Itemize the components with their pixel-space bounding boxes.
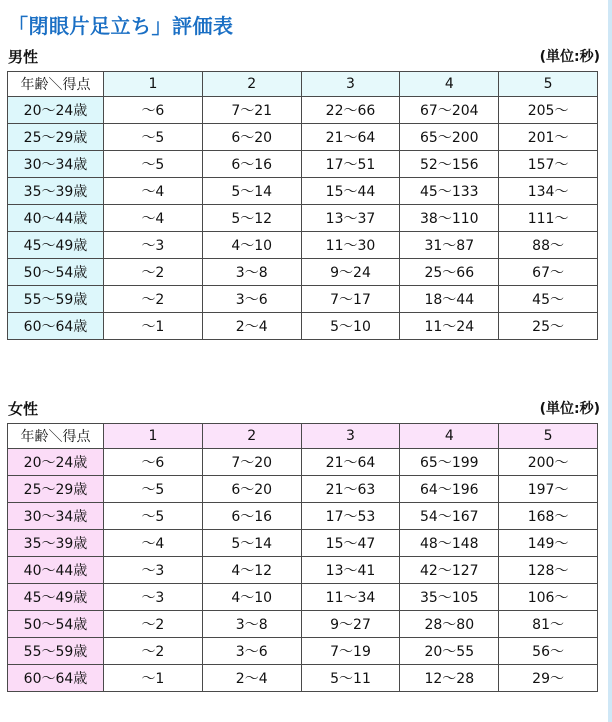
table-row [8, 151, 598, 178]
score-range-cell: 29～ [499, 665, 598, 692]
score-range-cell: ～3 [104, 557, 203, 584]
age-group-cell: 20～24歳 [8, 97, 104, 124]
score-range-cell: 21～64 [301, 449, 400, 476]
score-range-cell: 3～8 [202, 611, 301, 638]
score-range-cell: 5～11 [301, 665, 400, 692]
score-range-cell: 56～ [499, 638, 598, 665]
table-row [8, 665, 598, 692]
score-range-cell: 4～12 [202, 557, 301, 584]
table-row [8, 178, 598, 205]
age-group-cell: 35～39歳 [8, 530, 104, 557]
score-column-header: 2 [202, 72, 301, 97]
score-column-header: 1 [104, 72, 203, 97]
score-range-cell: 15～44 [301, 178, 400, 205]
score-range-cell: 13～41 [301, 557, 400, 584]
age-group-cell: 55～59歳 [8, 286, 104, 313]
page-right-edge [608, 0, 612, 722]
score-range-cell: 106～ [499, 584, 598, 611]
age-group-cell: 40～44歳 [8, 205, 104, 232]
score-range-cell: ～6 [104, 449, 203, 476]
female-section-label: 女性 [8, 399, 39, 418]
score-range-cell: 6～20 [202, 476, 301, 503]
score-range-cell: 7～21 [202, 97, 301, 124]
table-row [8, 449, 598, 476]
age-group-cell: 35～39歳 [8, 178, 104, 205]
score-range-cell: 20～55 [400, 638, 499, 665]
score-range-cell: ～2 [104, 286, 203, 313]
score-range-cell: 48～148 [400, 530, 499, 557]
score-range-cell: 31～87 [400, 232, 499, 259]
score-range-cell: 3～8 [202, 259, 301, 286]
score-column-header: 4 [400, 424, 499, 449]
score-range-cell: ～4 [104, 178, 203, 205]
score-range-cell: ～5 [104, 476, 203, 503]
table-row [8, 557, 598, 584]
score-range-cell: 4～10 [202, 232, 301, 259]
score-range-cell: ～5 [104, 503, 203, 530]
score-range-cell: 5～14 [202, 530, 301, 557]
score-range-cell: 201～ [499, 124, 598, 151]
female-section-header [8, 397, 600, 419]
score-range-cell: 21～64 [301, 124, 400, 151]
table-row [8, 205, 598, 232]
score-range-cell: ～1 [104, 313, 203, 340]
age-group-cell: 20～24歳 [8, 449, 104, 476]
score-range-cell: ～6 [104, 97, 203, 124]
score-range-cell: 4～10 [202, 584, 301, 611]
score-range-cell: 200～ [499, 449, 598, 476]
age-group-cell: 45～49歳 [8, 584, 104, 611]
score-range-cell: 13～37 [301, 205, 400, 232]
score-range-cell: 54～167 [400, 503, 499, 530]
score-range-cell: 2～4 [202, 313, 301, 340]
score-range-cell: 38～110 [400, 205, 499, 232]
score-column-header: 3 [301, 424, 400, 449]
score-range-cell: 5～10 [301, 313, 400, 340]
table-row [8, 232, 598, 259]
age-group-cell: 45～49歳 [8, 232, 104, 259]
score-range-cell: 88～ [499, 232, 598, 259]
table-row [8, 313, 598, 340]
score-range-cell: ～5 [104, 124, 203, 151]
table-row [8, 286, 598, 313]
age-group-cell: 40～44歳 [8, 557, 104, 584]
score-range-cell: 81～ [499, 611, 598, 638]
score-column-header: 1 [104, 424, 203, 449]
score-range-cell: 6～16 [202, 503, 301, 530]
male-score-table [7, 71, 598, 340]
age-group-cell: 25～29歳 [8, 476, 104, 503]
score-range-cell: 9～24 [301, 259, 400, 286]
score-range-cell: 45～133 [400, 178, 499, 205]
table-row [8, 530, 598, 557]
table-row [8, 124, 598, 151]
score-range-cell: 197～ [499, 476, 598, 503]
female-score-table [7, 423, 598, 692]
score-range-cell: ～4 [104, 205, 203, 232]
age-group-cell: 25～29歳 [8, 124, 104, 151]
score-range-cell: 25～66 [400, 259, 499, 286]
score-range-cell: 134～ [499, 178, 598, 205]
score-range-cell: ～2 [104, 638, 203, 665]
score-range-cell: ～3 [104, 232, 203, 259]
table-row [8, 584, 598, 611]
score-column-header: 5 [499, 424, 598, 449]
table-row [8, 611, 598, 638]
score-column-header: 4 [400, 72, 499, 97]
score-range-cell: 11～30 [301, 232, 400, 259]
score-range-cell: ～4 [104, 530, 203, 557]
male-section-label: 男性 [8, 47, 39, 66]
score-range-cell: 11～24 [400, 313, 499, 340]
male-section-header [8, 45, 600, 67]
age-group-cell: 60～64歳 [8, 665, 104, 692]
score-range-cell: 17～53 [301, 503, 400, 530]
score-range-cell: 6～16 [202, 151, 301, 178]
female-unit-label: (単位:秒) [539, 401, 600, 417]
header-row [8, 72, 598, 97]
score-range-cell: 21～63 [301, 476, 400, 503]
score-column-header: 2 [202, 424, 301, 449]
age-group-cell: 50～54歳 [8, 259, 104, 286]
score-range-cell: 5～14 [202, 178, 301, 205]
score-range-cell: ～2 [104, 611, 203, 638]
table-row [8, 503, 598, 530]
score-range-cell: 168～ [499, 503, 598, 530]
header-row [8, 424, 598, 449]
score-range-cell: 6～20 [202, 124, 301, 151]
score-column-header: 5 [499, 72, 598, 97]
score-range-cell: 3～6 [202, 286, 301, 313]
table-row [8, 638, 598, 665]
score-range-cell: 28～80 [400, 611, 499, 638]
score-range-cell: 11～34 [301, 584, 400, 611]
score-range-cell: 7～17 [301, 286, 400, 313]
score-column-header: 3 [301, 72, 400, 97]
table-row [8, 97, 598, 124]
score-range-cell: 149～ [499, 530, 598, 557]
score-range-cell: 157～ [499, 151, 598, 178]
score-range-cell: 18～44 [400, 286, 499, 313]
score-range-cell: 128～ [499, 557, 598, 584]
score-range-cell: 9～27 [301, 611, 400, 638]
page-title: 「閉眼片足立ち」評価表 [8, 14, 234, 38]
score-range-cell: 67～ [499, 259, 598, 286]
score-range-cell: 25～ [499, 313, 598, 340]
score-range-cell: 65～199 [400, 449, 499, 476]
score-range-cell: ～3 [104, 584, 203, 611]
age-group-cell: 30～34歳 [8, 151, 104, 178]
score-range-cell: 45～ [499, 286, 598, 313]
score-range-cell: 22～66 [301, 97, 400, 124]
score-range-cell: 205～ [499, 97, 598, 124]
score-range-cell: 64～196 [400, 476, 499, 503]
score-range-cell: ～5 [104, 151, 203, 178]
age-group-cell: 30～34歳 [8, 503, 104, 530]
score-range-cell: 15～47 [301, 530, 400, 557]
score-range-cell: ～1 [104, 665, 203, 692]
score-range-cell: 52～156 [400, 151, 499, 178]
male-unit-label: (単位:秒) [539, 49, 600, 65]
score-range-cell: 12～28 [400, 665, 499, 692]
age-group-cell: 50～54歳 [8, 611, 104, 638]
corner-header: 年齢＼得点 [8, 424, 104, 449]
score-range-cell: 67～204 [400, 97, 499, 124]
score-range-cell: 2～4 [202, 665, 301, 692]
age-group-cell: 60～64歳 [8, 313, 104, 340]
score-range-cell: 7～19 [301, 638, 400, 665]
score-range-cell: 35～105 [400, 584, 499, 611]
score-range-cell: 5～12 [202, 205, 301, 232]
score-range-cell: 3～6 [202, 638, 301, 665]
score-range-cell: ～2 [104, 259, 203, 286]
score-range-cell: 17～51 [301, 151, 400, 178]
corner-header: 年齢＼得点 [8, 72, 104, 97]
score-range-cell: 42～127 [400, 557, 499, 584]
score-range-cell: 7～20 [202, 449, 301, 476]
score-range-cell: 111～ [499, 205, 598, 232]
score-range-cell: 65～200 [400, 124, 499, 151]
age-group-cell: 55～59歳 [8, 638, 104, 665]
table-row [8, 476, 598, 503]
table-row [8, 259, 598, 286]
